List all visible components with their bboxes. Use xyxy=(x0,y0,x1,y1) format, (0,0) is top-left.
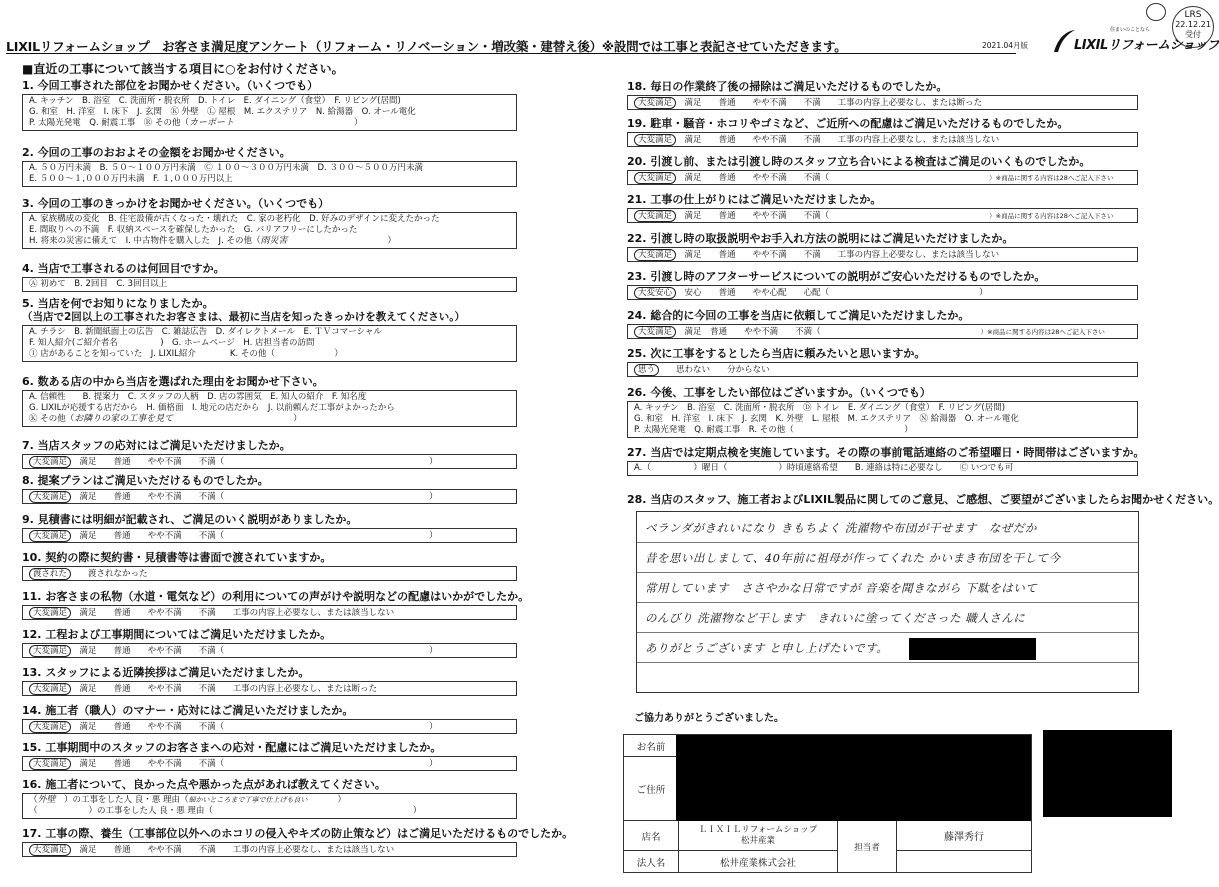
shop-label: 店名 xyxy=(624,821,679,851)
q18-rating: 大変満足 満足 普通 やや不満 不満 工事の内容上必要なし、または断った xyxy=(627,95,1138,110)
q4-options: Ⓐ 初めて B. 2回目 C. 3回目以上 xyxy=(22,277,517,292)
q25-options: 思う 思わない 分からない xyxy=(627,362,1138,377)
q1-options: A. キッチン B. 浴室 C. 洗面所・脱衣所 D. トイレ E. ダイニング（食堂） F. リビング(居間) G. 和室 H. 洋室 I. 床下 J. 玄関 Ⓚ 外壁 Ⓛ 屋根 M. エクステリア N. 給湯器 O. オール電化 P. 太陽光発電 Q. 耐震工事 Ⓡ その他（カーポート ） xyxy=(22,94,517,131)
comment-line: 昔を思い出しまして、40年前に祖母が作ってくれた かいまき布団を干して今 xyxy=(645,551,1061,565)
q13-rating: 大変満足 満足 普通 やや不満 不満 工事の内容上必要なし、または断った xyxy=(22,681,517,696)
question-17: 17. 工事の際、養生（工事部位以外へのホコリの侵入やキズの防止策など）はご満足いただけるものでしたか。 大変満足 満足 普通 やや不満 不満 工事の内容上必要なし、または該当しない xyxy=(22,827,574,855)
comment-line: ベランダがきれいになり きもちよく 洗濯物や布団が干せます なぜだか xyxy=(645,521,1037,535)
staff-value: 藤澤秀行 xyxy=(897,821,1032,851)
question-1: 1. 今回工事された部位をお聞かせください。（いくつでも） A. キッチン B. 浴室 C. 洗面所・脱衣所 D. トイレ E. ダイニング（食堂） F. リビング(居間) G. 和室 H. 洋室 I. 床下 J. 玄関 Ⓚ 外壁 Ⓛ 屋根 M. エクステリア N. 給湯器 O. オール電化 P. 太陽光発電 Q. 耐震工事 Ⓡ その他（カーポート ） xyxy=(22,79,517,131)
q16-options: （外壁 ）の工事をした人 良・悪 理由（細かいところまで丁寧で仕上げも良い ） （ ）の工事をした人 良・悪 理由（ ） xyxy=(22,793,517,819)
question-15: 15. 工事期間中のスタッフのお客さまへの応対・配慮にはご満足いただけましたか。 大変満足 満足 普通 やや不満 不満（ ） xyxy=(22,741,517,771)
comment-rule xyxy=(637,632,1138,633)
q9-rating: 大変満足 満足 普通 やや不満 不満（ ） xyxy=(22,528,517,543)
question-20: 20. 引渡し前、または引渡し時のスタッフ立ち合いによる検査はご満足のいくものでしたか。 大変満足 満足 普通 やや不満 不満（ ）※商品に関する内容は28へご記入下さい xyxy=(627,155,1187,185)
comment-rule xyxy=(637,602,1138,603)
name-label: お名前 xyxy=(624,735,679,757)
thanks-text: ご協力ありがとうございました。 xyxy=(634,713,784,724)
question-26: 26. 今後、工事をしたい部位はございますか。（いくつでも） A. キッチン B. 浴室 C. 洗面所・脱衣所 Ⓓ トイレ E. ダイニング（食堂） F. リビング(居間) G. 和室 H. 洋室 I. 床下 J. 玄関 K. 外壁 L. 屋根 M. エクステリア Ⓝ 給湯器 O. オール電化 P. 太陽光発電 Q. 耐震工事 R. その他（ ） xyxy=(627,386,1138,438)
intro-text: ■直近の工事について該当する項目に○をお付けください。 xyxy=(22,62,344,76)
version-label: 2021.04月版 xyxy=(982,41,1029,50)
q2-options: A. ５０万円未満 B. ５０～１００万円未満 Ⓒ １００～３００万円未満 D. ３００～５００万円未満 E. ５００～１,０００万円未満 F. １,０００万円以上 xyxy=(22,161,517,187)
lixil-logo: 住まいのことなら LIXILリフォームショップ xyxy=(1052,26,1187,56)
q27-options: A.（ ）曜日（ ）時頃連絡希望 B. 連絡は特に必要なし Ⓒ いつでも可 xyxy=(627,461,1138,476)
comment-rule xyxy=(637,542,1138,543)
question-27: 27. 当店では定期点検を実施しています。その際の事前電話連絡のご希望曜日・時間帯はございますか。 A.（ ）曜日（ ）時頃連絡希望 B. 連絡は特に必要なし Ⓒ いつでも可 xyxy=(627,446,1187,476)
q22-rating: 大変満足 満足 普通 やや不満 不満 工事の内容上必要なし、または該当しない xyxy=(627,247,1138,262)
header-divider xyxy=(6,53,1016,54)
redaction-block xyxy=(909,638,1036,660)
question-28: 28. 当店のスタッフ、施工者およびLIXIL製品に関してのご意見、ご感想、ご要望がございましたらお聞かせください。 xyxy=(627,493,1219,506)
question-18: 18. 毎日の作業終了後の掃除はご満足いただけるものでしたか。 大変満足 満足 普通 やや不満 不満 工事の内容上必要なし、または断った xyxy=(627,80,1138,110)
question-13: 13. スタッフによる近隣挨拶はご満足いただけましたか。 大変満足 満足 普通 やや不満 不満 工事の内容上必要なし、または断った xyxy=(22,666,517,696)
q24-rating: 大変満足 満足 普通 やや不満 不満（ ）※商品に関する内容は28へご記入下さい xyxy=(627,324,1138,339)
redaction-block xyxy=(1043,730,1172,817)
q19-rating: 大変満足 満足 普通 やや不満 不満 工事の内容上必要なし、または該当しない xyxy=(627,132,1138,147)
comment-line: ありがとうございます と申し上げたいです。 xyxy=(645,641,889,655)
q7-rating: 大変満足 満足 普通 やや不満 不満（ ） xyxy=(22,454,517,469)
question-3: 3. 今回の工事のきっかけをお聞かせください。（いくつでも） A. 家族構成の変化 B. 住宅設備が古くなった・壊れた C. 家の老朽化 D. 好みのデザインに変えたかった E. 間取りへの不満 F. 収納スペースを確保したかった G. バリアフリーにしたかった H. 将来の災害に備えて I. 中古物件を購入した J. その他（雨災害 ） xyxy=(22,197,517,249)
comment-line: のんびり 洗濯物など干します きれいに塗ってくださった 職人さんに xyxy=(645,611,1026,625)
question-19: 19. 駐車・騒音・ホコリやゴミなど、ご近所への配慮はご満足いただけるものでしたか。 大変満足 満足 普通 やや不満 不満 工事の内容上必要なし、または該当しない xyxy=(627,117,1138,147)
question-7: 7. 当店スタッフの応対にはご満足いただけましたか。 大変満足 満足 普通 やや不満 不満（ ） xyxy=(22,439,517,469)
question-4: 4. 当店で工事されるのは何回目ですか。 Ⓐ 初めて B. 2回目 C. 3回目以上 xyxy=(22,262,517,292)
q14-rating: 大変満足 満足 普通 やや不満 不満（ ） xyxy=(22,719,517,734)
q1-handwritten: カーポート xyxy=(189,118,235,128)
q6-options: A. 信頼性 B. 提案力 C. スタッフの人柄 D. 店の雰囲気 E. 知人の紹介 F. 知名度 G. LIXILが応援する店だから H. 価格面 I. 地元の店だから J. 以前頼んだ工事がよかったから Ⓚ その他（お隣りの家の工事を見て ） xyxy=(22,390,517,427)
q21-rating: 大変満足 満足 普通 やや不満 不満（ ）※商品に関する内容は28へご記入下さい xyxy=(627,208,1138,223)
question-2: 2. 今回の工事のおおよその金額をお聞かせください。 A. ５０万円未満 B. ５０～１００万円未満 Ⓒ １００～３００万円未満 D. ３００～５００万円未満 E. ５００～１,０００万円未満 F. １,０００万円以上 xyxy=(22,146,517,187)
q20-rating: 大変満足 満足 普通 やや不満 不満（ ）※商品に関する内容は28へご記入下さい xyxy=(627,170,1138,185)
question-6: 6. 数ある店の中から当店を選ばれた理由をお聞かせ下さい。 A. 信頼性 B. 提案力 C. スタッフの人柄 D. 店の雰囲気 E. 知人の紹介 F. 知名度 G. LIXILが応援する店だから H. 価格面 I. 地元の店だから J. 以前頼んだ工事がよかったから Ⓚ その他（お隣りの家の工事を見て ） xyxy=(22,375,517,427)
comment-rule xyxy=(637,662,1138,663)
q15-rating: 大変満足 満足 普通 やや不満 不満（ ） xyxy=(22,756,517,771)
question-8: 8. 提案プランはご満足いただけるものでしたか。 大変満足 満足 普通 やや不満 不満（ ） xyxy=(22,474,517,504)
check-mark xyxy=(1146,3,1166,21)
q6-handwritten: お隣りの家の工事を見て xyxy=(74,414,174,424)
question-11: 11. お客さまの私物（水道・電気など）の利用についての声がけや説明などの配慮はいかがでしたか。 大変満足 満足 普通 やや不満 不満 工事の内容上必要なし、または該当しない xyxy=(22,590,530,618)
question-12: 12. 工程および工事期間についてはご満足いただけましたか。 大変満足 満足 普通 やや不満 不満（ ） xyxy=(22,628,517,658)
q5-options: A. チラシ B. 新聞紙面上の広告 C. 雑誌広告 D. ダイレクトメール E. ＴＶコマーシャル F. 知人紹介(ご紹介者名 ) G. ホームページ H. 店担当者の訪問 Ⓘ 店があることを知っていた J. LIXIL紹介 K. その他（ ） xyxy=(22,325,517,362)
swoosh-icon xyxy=(1052,28,1076,54)
shop-value: ＬＩＸＩＬリフォームショップ 松井産業 xyxy=(679,821,838,851)
q10-options: 渡された 渡されなかった xyxy=(22,566,517,581)
comment-rule xyxy=(637,572,1138,573)
question-25: 25. 次に工事をするとしたら当店に頼みたいと思いますか。 思う 思わない 分からない xyxy=(627,347,1138,377)
question-21: 21. 工事の仕上がりにはご満足いただけましたか。 大変満足 満足 普通 やや不満 不満（ ）※商品に関する内容は28へご記入下さい xyxy=(627,193,1138,223)
q23-rating: 大変安心 安心 普通 やや心配 心配（ ） xyxy=(627,285,1138,300)
question-24: 24. 総合的に今回の工事を当店に依頼してご満足いただけましたか。 大変満足 満足 普通 やや不満 不満（ ）※商品に関する内容は28へご記入下さい xyxy=(627,309,1138,339)
redaction-block xyxy=(676,735,1031,821)
corp-label: 法人名 xyxy=(624,851,679,873)
q3-options: A. 家族構成の変化 B. 住宅設備が古くなった・壊れた C. 家の老朽化 D. 好みのデザインに変えたかった E. 間取りへの不満 F. 収納スペースを確保したかった G. バリアフリーにしたかった H. 将来の災害に備えて I. 中古物件を購入した J. その他（雨災害 ） xyxy=(22,212,517,249)
question-23: 23. 引渡し時のアフターサービスについての説明がご安心いただけるものでしたか。 大変安心 安心 普通 やや心配 心配（ ） xyxy=(627,270,1138,300)
address-label: ご住所 xyxy=(624,757,679,821)
staff-label: 担当者 xyxy=(838,821,897,873)
comment-box[interactable] xyxy=(636,511,1139,693)
q26-options: A. キッチン B. 浴室 C. 洗面所・脱衣所 Ⓓ トイレ E. ダイニング（食堂） F. リビング(居間) G. 和室 H. 洋室 I. 床下 J. 玄関 K. 外壁 L. 屋根 M. エクステリア Ⓝ 給湯器 O. オール電化 P. 太陽光発電 Q. 耐震工事 R. その他（ ） xyxy=(627,401,1138,438)
q3-handwritten: 雨災害 xyxy=(260,236,288,246)
comment-line: 常用しています ささやかな日常ですが 音楽を聞きながら 下駄をはいて xyxy=(645,581,1038,595)
question-5: 5. 当店を何でお知りになりましたか。 （当店で2回以上の工事されたお客さまは、最初に当店を知ったきっかけを教えてください。） A. チラシ B. 新聞紙面上の広告 C. 雑誌広告 D. ダイレクトメール E. ＴＶコマーシャル F. 知人紹介(ご紹介者名 ) G. ホームページ H. 店担当者の訪問 Ⓘ 店があることを知っていた J. LIXIL紹介 K. その他（ ） xyxy=(22,297,517,362)
reception-stamp: LRS 22.12.21 受付 xyxy=(1172,6,1214,48)
question-16: 16. 施工者について、良かった点や悪かった点があれば教えてください。 （外壁 ）の工事をした人 良・悪 理由（細かいところまで丁寧で仕上げも良い ） （ ）の工事をした人 良・悪 理由（ ） xyxy=(22,778,517,819)
corp-value: 松井産業株式会社 xyxy=(679,851,838,873)
q17-rating: 大変満足 満足 普通 やや不満 不満 工事の内容上必要なし、または該当しない xyxy=(22,842,517,857)
question-9: 9. 見積書には明細が記載され、ご満足のいく説明がありましたか。 大変満足 満足 普通 やや不満 不満（ ） xyxy=(22,513,517,543)
q8-rating: 大変満足 満足 普通 やや不満 不満（ ） xyxy=(22,489,517,504)
question-14: 14. 施工者（職人）のマナー・応対にはご満足いただけましたか。 大変満足 満足 普通 やや不満 不満（ ） xyxy=(22,704,517,734)
page-title: LIXILリフォームショップ お客さま満足度アンケート（リフォーム・リノベーション・増改築・建替え後）※設問では工事と表記させていただきます。 xyxy=(6,39,847,54)
staff-value-blank xyxy=(897,851,1032,873)
q12-rating: 大変満足 満足 普通 やや不満 不満（ ） xyxy=(22,643,517,658)
question-22: 22. 引渡し時の取扱説明やお手入れ方法の説明にはご満足いただけましたか。 大変満足 満足 普通 やや不満 不満 工事の内容上必要なし、または該当しない xyxy=(627,232,1138,262)
question-10: 10. 契約の際に契約書・見積書等は書面で渡されていますか。 渡された 渡されなかった xyxy=(22,551,517,581)
q11-rating: 大変満足 満足 普通 やや不満 不満 工事の内容上必要なし、または該当しない xyxy=(22,605,517,620)
